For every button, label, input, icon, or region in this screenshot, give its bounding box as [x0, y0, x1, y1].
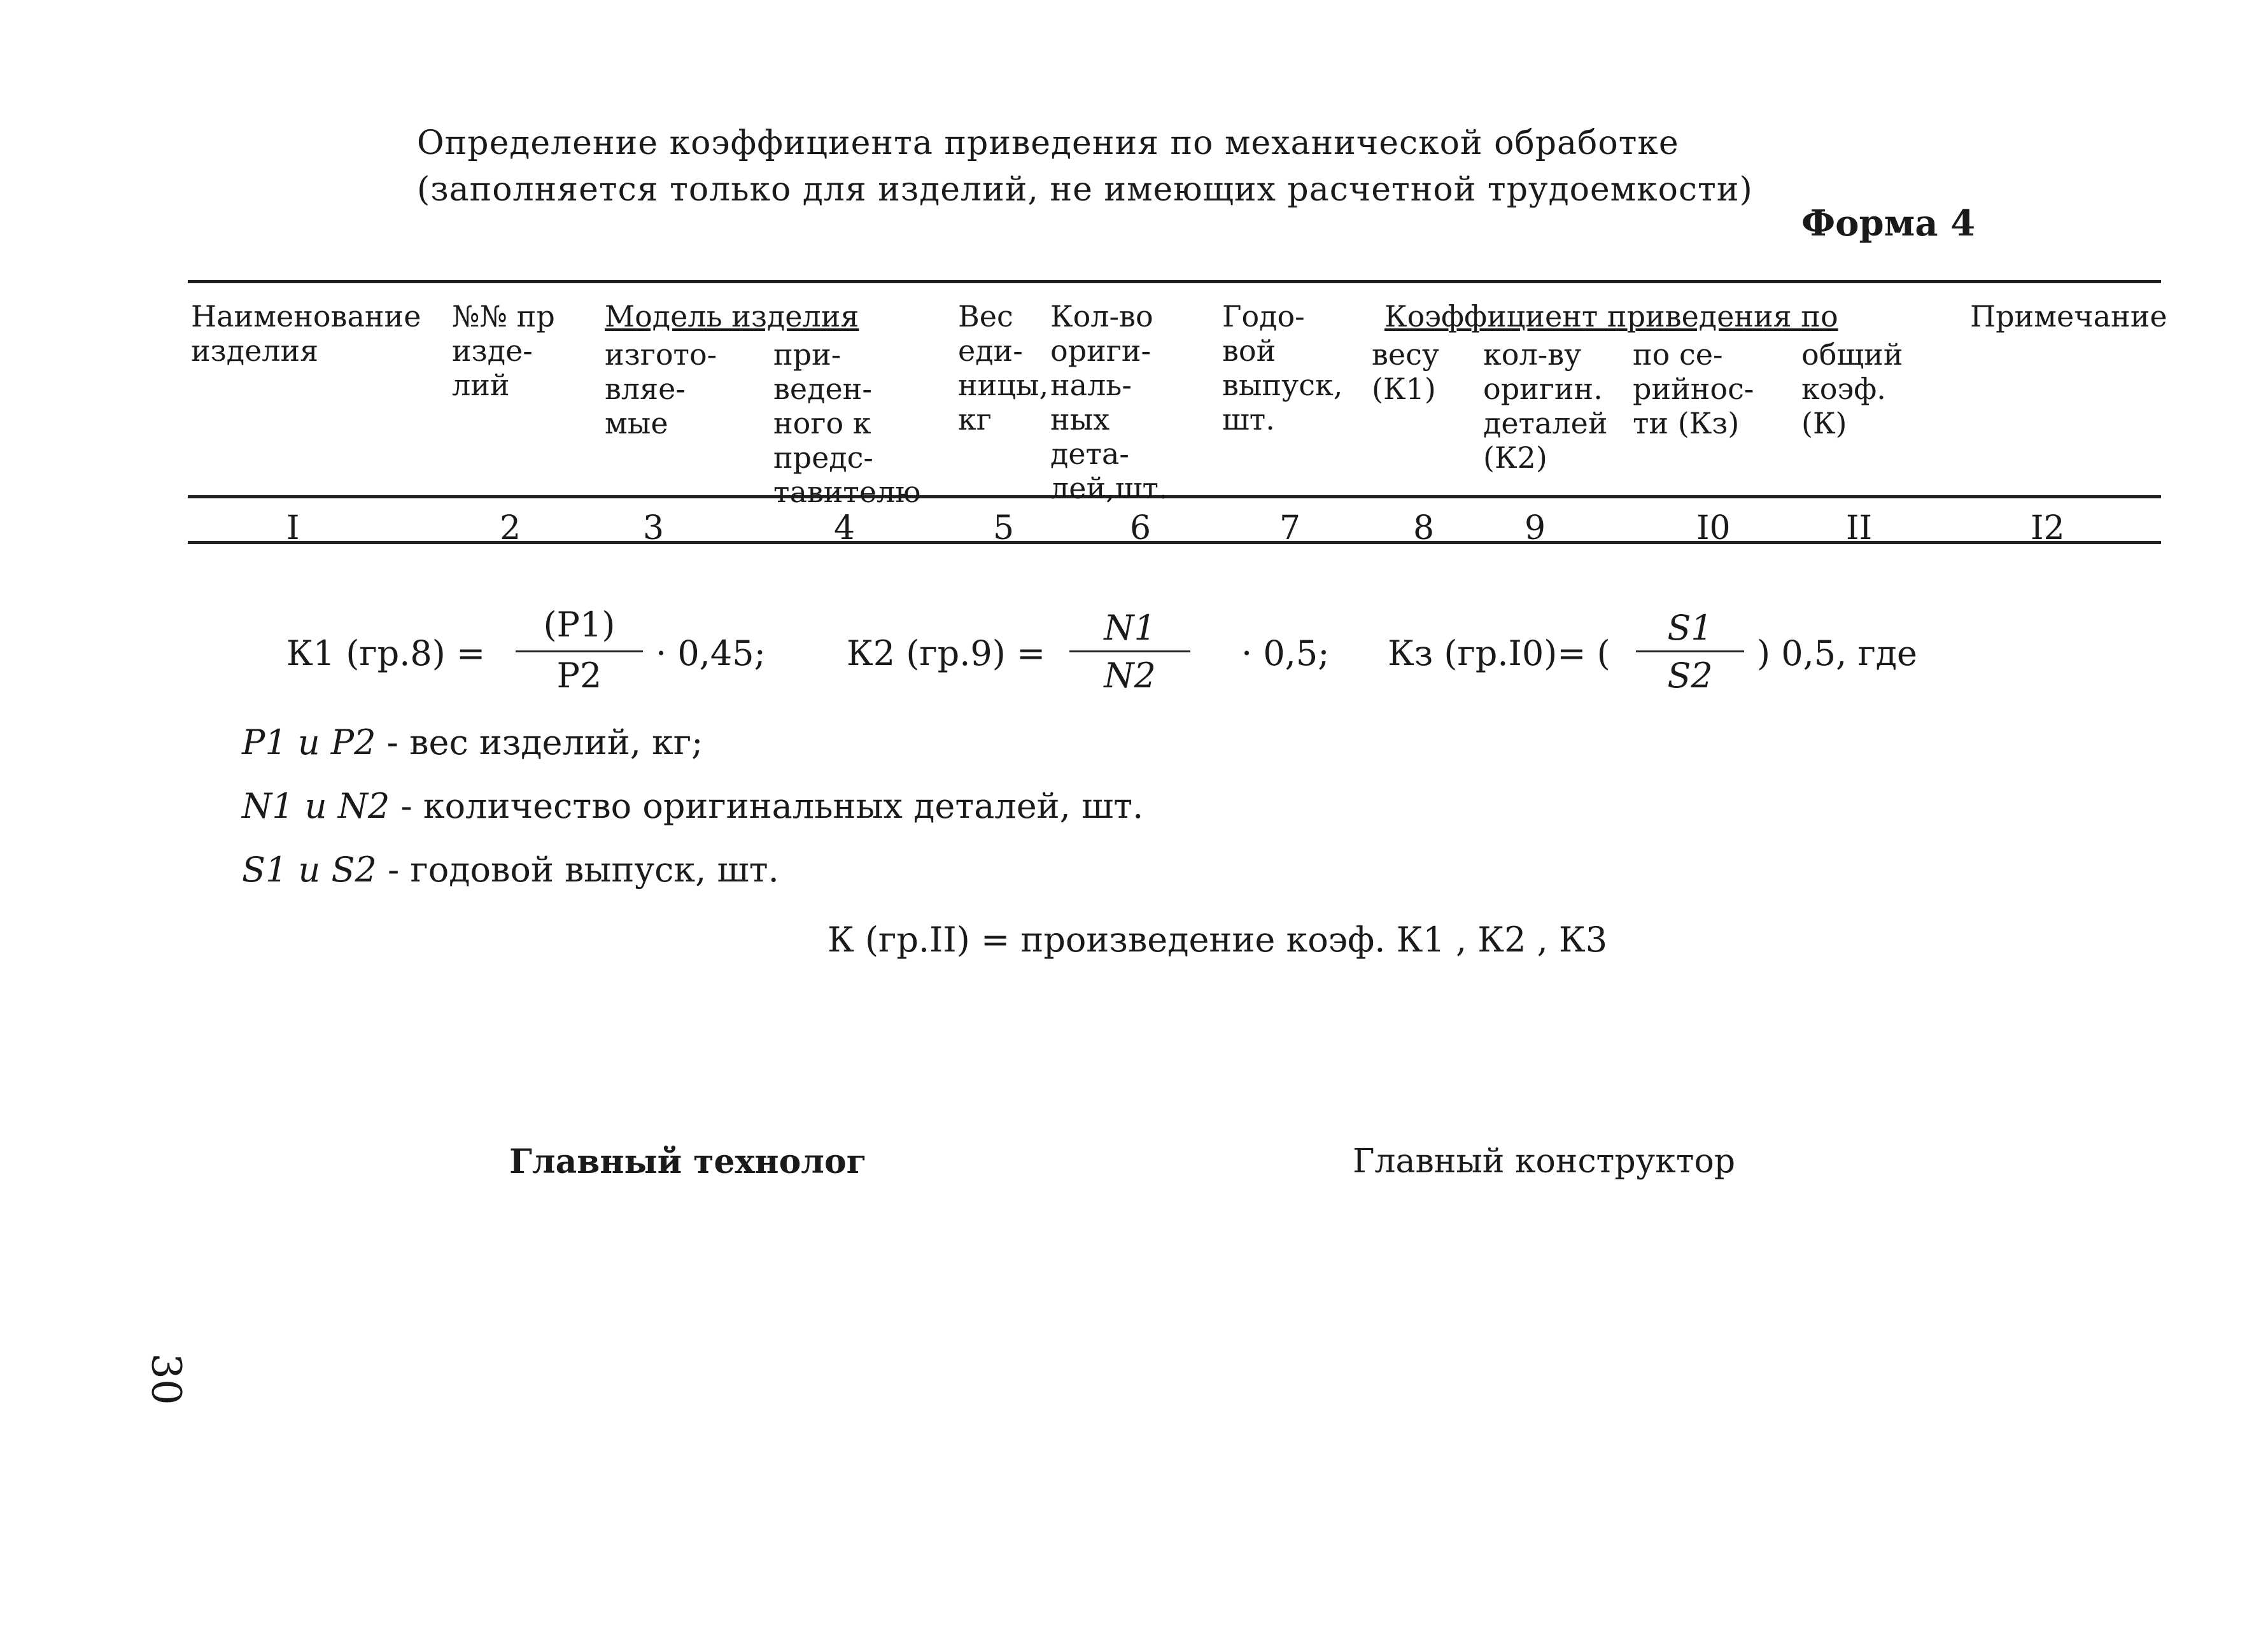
col-number: I2	[2031, 509, 2065, 547]
page-number: 30	[142, 1353, 190, 1405]
product-formula: К (гр.II) = произведение коэф. К1 , К2 , К3	[828, 920, 1608, 960]
col-number: 2	[500, 509, 521, 547]
formula-k3-denominator: S2	[1667, 656, 1713, 696]
header-k-total: общий коэф. (К)	[1801, 337, 1903, 440]
header-original-parts: Кол-во ориги- наль- ных дета- лей,шт.	[1050, 299, 1168, 505]
signature-chief-technologist: Главный технолог	[509, 1142, 867, 1181]
formula-k1-bar	[516, 650, 643, 652]
legend-item	[242, 786, 1143, 826]
legend-text: - годовой выпуск, шт.	[387, 850, 779, 890]
formula-k3-tail: ) 0,5, где	[1757, 633, 1917, 673]
legend-text: - количество оригинальных деталей, шт.	[400, 786, 1144, 826]
doc-title-line2: (заполняется только для изделий, не имеющих расчетной трудоемкости)	[417, 171, 1753, 209]
header-group-model: Модель изделия	[605, 299, 859, 333]
formula-k1-lhs: К1 (гр.8) =	[286, 633, 486, 673]
header-reduced: при- веден- ного к предс- тавителю	[773, 337, 921, 509]
formula-k3-numerator: S1	[1667, 608, 1713, 648]
legend-item	[242, 722, 703, 762]
col-number: 5	[993, 509, 1015, 547]
col-number: II	[1846, 509, 1873, 547]
form-label: Форма 4	[1801, 202, 1976, 244]
legend-text: - вес изделий, кг;	[386, 722, 703, 762]
col-number: I0	[1696, 509, 1731, 547]
formula-k2-numerator: N1	[1104, 608, 1156, 648]
header-group-coef: Коэффициент приведения по	[1384, 299, 1838, 333]
signature-chief-designer: Главный конструктор	[1353, 1142, 1736, 1181]
header-k3: по се- рийнос- ти (Кз)	[1633, 337, 1754, 440]
formula-k1-numerator: (P1)	[543, 605, 616, 645]
header-number: №№ пр изде- лий	[452, 299, 555, 402]
formula-k3-bar	[1636, 650, 1744, 652]
table-header-rule	[188, 495, 2161, 498]
formula-k2-bar	[1069, 650, 1190, 652]
header-k1: весу (К1)	[1372, 337, 1439, 406]
col-number: 7	[1279, 509, 1301, 547]
col-number: 8	[1413, 509, 1435, 547]
header-k2: кол-ву оригин. деталей (К2)	[1483, 337, 1608, 475]
header-name: Наименование изделия	[191, 299, 421, 368]
col-number: 6	[1130, 509, 1152, 547]
header-manufactured: изгото- вляе- мые	[605, 337, 717, 440]
header-weight: Вес еди- ницы, кг	[958, 299, 1049, 437]
legend-symbol: S1 и S2	[242, 850, 377, 890]
formula-k2-lhs: К2 (гр.9) =	[847, 633, 1046, 673]
formula-k2-tail: · 0,5;	[1241, 633, 1330, 673]
col-number: 4	[834, 509, 856, 547]
formula-k3-lhs: Кз (гр.I0)= (	[1388, 633, 1610, 673]
col-number: 9	[1525, 509, 1546, 547]
legend-item	[242, 850, 779, 890]
col-number: I	[286, 509, 300, 547]
legend-symbol: N1 и N2	[242, 786, 390, 826]
formula-k2-denominator: N2	[1104, 656, 1156, 696]
header-note: Примечание	[1970, 299, 2167, 333]
formula-k1-tail: · 0,45;	[656, 633, 766, 673]
table-top-rule	[188, 280, 2161, 283]
col-number: 3	[643, 509, 665, 547]
formula-k1-denominator: P2	[556, 656, 602, 696]
legend-symbol: P1 и P2	[242, 722, 376, 762]
doc-title-line1: Определение коэффициента приведения по механической обработке	[417, 124, 1679, 162]
header-annual-output: Годо- вой выпуск, шт.	[1222, 299, 1343, 437]
